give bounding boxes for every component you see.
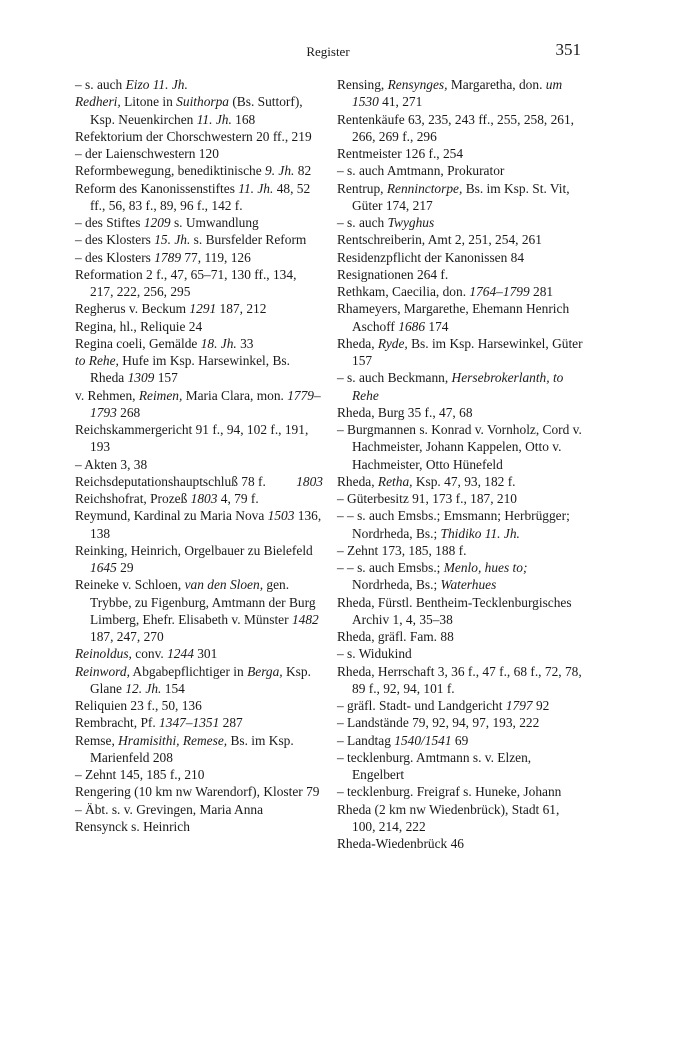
index-entry-text: 287 [219, 715, 243, 731]
index-entry-text: Rentenkäufe 63, 235, 243 ff., 255, 258, 261, 266, 269 f., 296 [337, 111, 575, 144]
index-entry-text: to Rehe, [75, 353, 119, 368]
index-entry [337, 628, 583, 645]
index-entry [337, 749, 583, 784]
index-entry-text: v. Rehmen, [75, 387, 139, 403]
index-entry-text: 9. Jh. [265, 163, 295, 179]
index-entry-text: – Zehnt 173, 185, 188 f. [337, 542, 467, 558]
index-entry-text: Rentrup, [337, 180, 387, 196]
index-entry-text: Reichsdeputationshauptschluß [75, 473, 242, 489]
index-entry-text: conv. [131, 646, 168, 662]
index-entry-text: Reineke v. Schloen, [75, 577, 185, 593]
index-entry-text: – des Stiftes [75, 215, 144, 230]
index-entry [75, 576, 323, 645]
index-entry-text: 1503 [267, 508, 295, 524]
index-entry-text: 187, 212 [216, 301, 267, 317]
index-entry [337, 594, 583, 629]
index-entry-text: 77, 119, 126 [181, 249, 251, 265]
index-entry-text: Regina coeli, Gemälde [75, 335, 201, 351]
index-entry-text: 281 [529, 284, 554, 299]
index-column-right [337, 76, 583, 852]
index-entry [75, 352, 323, 387]
index-entry-text: s. Umwandlung [170, 215, 259, 230]
index-entry-text: – Burgmannen s. Konrad v. Vornholz, Cord v. Hachmeister, Johann Kappelen, Otto v. Hachmeister, Otto Hünefeld [337, 422, 582, 472]
index-entry-text: 174 [425, 318, 449, 334]
index-entry [75, 714, 323, 731]
index-entry-text: 18. Jh. [200, 335, 237, 351]
index-entry [75, 387, 323, 422]
index-entry [337, 490, 583, 507]
index-entry-text: Rheda, Herrschaft 3, 36 f., 47 f., 68 f., 72, 78, 89 f., 92, 94, 101 f. [337, 663, 582, 696]
index-entry-text: Hersebrokerlanth, to Rehe [352, 370, 564, 403]
index-entry-text: Rethkam, Caecilia, don. [337, 284, 470, 299]
index-entry-text: 1686 [398, 318, 426, 334]
index-entry-text: 82 [294, 163, 312, 179]
index-entry-text: Waterhues [440, 577, 497, 593]
index-entry-text: – gräfl. Stadt- und Landgericht [337, 698, 506, 713]
index-entry-text: 1803 [296, 473, 323, 489]
index-entry-text: 1797 [505, 698, 533, 713]
index-entry-text: – tecklenburg. Amtmann s. v. Elzen, Engelbert [337, 749, 532, 782]
index-entry-text: 69 [451, 732, 469, 748]
index-entry-text: 157 [154, 370, 178, 386]
index-entry-text: Rheda (2 km nw Wiedenbrück), Stadt 61, 100, 214, 222 [337, 801, 560, 834]
index-entry-text: – Landstände 79, 92, 94, 97, 193, 222 [337, 715, 540, 731]
index-entry-text: Nordrheda, Bs.; [352, 577, 441, 593]
index-entry [337, 249, 583, 266]
index-entry-text: Reliquien 23 f., 50, 136 [75, 698, 202, 713]
index-entry [75, 783, 323, 800]
index-entry-text: Rentschreiberin, Amt 2, 251, 254, 261 [337, 232, 542, 248]
index-entry-text: 33 [236, 335, 254, 351]
index-entry-text: 268 [116, 404, 141, 420]
index-entry-text: Reformbewegung, benediktinische [75, 163, 266, 179]
index-entry-text: (Bs. Suttorf), Ksp. Neuenkirchen [90, 94, 303, 127]
index-entry [337, 421, 583, 473]
index-entry-text: Rheda-Wiedenbrück 46 [337, 836, 464, 851]
index-entry-text: Bs. im Ksp. Harsewinkel, Güter 157 [352, 335, 583, 368]
index-entry-text: – – s. auch Emsbs.; Emsmann; Herbrügger; Nordrheda, Bs.; [337, 508, 570, 541]
index-entry-text: – s. Widukind [337, 646, 412, 662]
index-entry [337, 266, 583, 283]
index-entry-text: Rheda, Burg 35 f., 47, 68 [337, 404, 473, 420]
index-entry-text: Retha, [377, 473, 413, 489]
index-entry-text: – des Klosters [75, 249, 155, 265]
index-entry [337, 714, 583, 731]
index-entry [337, 542, 583, 559]
index-entry-text: Regherus v. Beckum [75, 301, 190, 317]
index-entry [75, 318, 323, 335]
index-entry [337, 559, 583, 594]
index-entry [75, 766, 323, 783]
index-entry-text: Reform des Kanonissenstiftes [75, 180, 239, 196]
index-entry-text: 11. Jh. [238, 180, 274, 196]
index-entry-text: Rengering (10 km nw Warendorf), Kloster 79 [75, 784, 320, 800]
index-entry-text: 168 [231, 111, 256, 127]
index-entry [75, 490, 323, 507]
index-entry-text: – Zehnt 145, 185 f., 210 [75, 767, 205, 782]
index-entry [337, 663, 583, 698]
index-entry-text: – Güterbesitz 91, 173 f., 187, 210 [337, 491, 518, 506]
index-entry [75, 266, 323, 301]
index-entry-text: Ksp. 47, 93, 182 f. [412, 473, 516, 489]
index-entry [75, 732, 323, 767]
index-entry-text: 1803 [190, 491, 218, 506]
index-entry-text: 12. Jh. [125, 680, 162, 696]
index-entry-text: Ryde, [377, 335, 408, 351]
index-entry-text: – des Klosters [75, 232, 155, 248]
page-header [75, 40, 581, 62]
index-entry-text: Remse, [75, 732, 119, 748]
index-entry [337, 231, 583, 248]
index-entry-text: van den Sloen, [184, 577, 264, 593]
index-entry-text: Twyghus [387, 215, 435, 230]
index-entry [75, 214, 323, 231]
index-entry-text: Maria Clara, mon. [182, 387, 288, 403]
index-entry-text: Reinking, Heinrich, Orgelbauer zu Bielefeld [75, 542, 313, 558]
index-entry-text: Reinword, [75, 663, 130, 679]
index-entry-text: – Äbt. s. v. Grevingen, Maria Anna [75, 801, 264, 817]
index-entry [75, 145, 323, 162]
index-entry [75, 93, 323, 128]
index-entry-text: gen. Trybbe, zu Figenburg, Amtmann der Burg Limberg, Ehefr. Elisabeth v. Münster [90, 577, 316, 627]
index-entry [75, 162, 323, 179]
index-entry-text: Resignationen 264 f. [337, 266, 449, 282]
index-entry [337, 645, 583, 662]
index-entry-text: Bs. im Ksp. Marienfeld 208 [90, 732, 294, 765]
index-entry-text: Margaretha, don. [447, 77, 546, 92]
index-entry [75, 663, 323, 698]
index-entry [75, 697, 323, 714]
index-entry-text: Reichshofrat, Prozeß [75, 491, 191, 506]
index-entry [337, 214, 583, 231]
index-entry-text: – – s. auch Emsbs.; [337, 560, 444, 575]
index-entry [75, 645, 323, 662]
index-entry-text: s. Bursfelder Reform [190, 232, 307, 248]
index-entry [75, 76, 323, 93]
index-entry [337, 76, 583, 111]
index-entry-text: – Akten 3, 38 [75, 456, 148, 472]
index-entry-text: – s. auch [75, 77, 126, 92]
index-entry-text: 1779–1793 [90, 387, 321, 420]
index-entry-text: Rensing, [337, 77, 388, 92]
index-entry-text: 136, 138 [90, 508, 322, 541]
index-entry-text: Residenzpflicht der Kanonissen 84 [337, 249, 525, 265]
index-entry-text: Regina, hl., Reliquie 24 [75, 318, 203, 334]
index-entry-text: 1789 [154, 249, 182, 265]
index-entry [75, 421, 323, 456]
index-entry [337, 801, 583, 836]
index-entry-text: Rheda, gräfl. Fam. 88 [337, 629, 454, 644]
index-entry [337, 180, 583, 215]
index-entry-text: Reimen, [138, 387, 183, 403]
index-entry-text: 4, 79 f. [217, 491, 259, 506]
index-entry-text: 1347–1351 [159, 715, 220, 731]
index-entry [337, 145, 583, 162]
index-entry-text: 1309 [127, 370, 155, 386]
index-entry-text: 1244 [167, 646, 194, 662]
index-entry-text: 41, 271 [378, 94, 423, 110]
index-entry-text: Reformation 2 f., 47, 65–71, 130 ff., 134, 217, 222, 256, 295 [75, 266, 297, 299]
index-entry-text: Litone in [120, 94, 177, 110]
index-entry-text: 1482 [291, 611, 319, 627]
index-entry-text: – tecklenburg. Freigraf s. Huneke, Johann [337, 784, 562, 800]
index-entry [337, 835, 583, 852]
index-entry-text: – s. auch [337, 215, 388, 230]
index-entry-text: 11. Jh. [196, 111, 232, 127]
index-entry-text: Reinoldus, [75, 646, 132, 662]
index-entry-text: Suithorpa [176, 94, 229, 110]
index-entry-text: Refektorium der Chorschwestern 20 ff., 219 [75, 128, 312, 144]
index-entry-text: Rembracht, Pf. [75, 715, 160, 731]
index-entry-text: Reichskammergericht 91 f., 94, 102 f., 191, 193 [75, 422, 309, 455]
index-entry-text: 187, 247, 270 [90, 629, 164, 644]
index-entry [337, 300, 583, 335]
index-entry [337, 335, 583, 370]
index-entry-text: 1645 [90, 560, 117, 575]
index-entry-text: 92 [532, 698, 550, 713]
index-entry-text: Rheda, [337, 473, 378, 489]
index-entry [337, 697, 583, 714]
index-entry [337, 783, 583, 800]
index-entry-text: Renninctorpe, [386, 180, 463, 196]
index-entry-text: 48, 52 ff., 56, 83 f., 89, 96 f., 142 f. [90, 180, 311, 213]
index-entry-text: Rheda, Fürstl. Bentheim-Tecklenburgisches Archiv 1, 4, 35–38 [337, 594, 572, 627]
page-number: 351 [555, 40, 581, 59]
index-entry-text: Hramisithi, Remese, [118, 732, 228, 748]
index-entry-text: 301 [193, 646, 218, 662]
index-entry [75, 128, 323, 145]
index-entry [75, 507, 323, 542]
index-entry-text: 29 [116, 560, 134, 575]
index-entry-text: um 1530 [352, 77, 563, 110]
index-entry-text: Rhameyers, Margarethe, Ehemann Henrich Aschoff [337, 301, 570, 334]
index-entry [337, 404, 583, 421]
index-entry-text: 15. Jh. [154, 232, 191, 248]
index-entry [75, 180, 323, 215]
index-entry-text: Eizo 11. Jh. [125, 77, 188, 92]
index-entry [337, 473, 583, 490]
index-entry-text: Berga, [247, 663, 283, 679]
index-entry-text: Rensynck s. Heinrich [75, 818, 190, 834]
index-entry-text: Ksp. Glane [90, 663, 311, 696]
index-entry-text: Rensynges, [387, 77, 448, 92]
index-entry [75, 300, 323, 317]
index-entry [75, 542, 323, 577]
index-entry [75, 249, 323, 266]
index-entry-text: Rentmeister 126 f., 254 [337, 146, 464, 161]
index-entry [337, 111, 583, 146]
index-entry [337, 162, 583, 179]
running-title: Register [306, 44, 350, 59]
index-entry-text: Hufe im Ksp. Harsewinkel, Bs. Rheda [90, 353, 290, 386]
index-entry-text: 1209 [143, 215, 171, 230]
index-entry-text: 1291 [189, 301, 217, 317]
index-entry-text: Reymund, Kardinal zu Maria Nova [75, 508, 268, 524]
index-entry-text: 78 f. [241, 473, 266, 489]
index-entry [337, 507, 583, 542]
index-entry [75, 231, 323, 248]
index-entry-text: Redheri, [75, 94, 121, 110]
index-entry-text: Bs. im Ksp. St. Vit, Güter 174, 217 [352, 180, 570, 213]
index-column-left [75, 76, 323, 835]
index-entry [75, 335, 323, 352]
index-entry [75, 801, 323, 818]
index-entry-text: – der Laienschwestern 120 [75, 146, 219, 161]
index-entry-text: 154 [161, 680, 185, 696]
index-entry-text: Rheda, [337, 335, 378, 351]
index-entry [337, 732, 583, 749]
index-entry-text: – Landtag [337, 732, 395, 748]
index-entry [75, 473, 323, 490]
index-entry [337, 283, 583, 300]
index-entry-text: – s. auch Amtmann, Prokurator [337, 163, 505, 179]
index-entry [75, 456, 323, 473]
index-entry-text: Abgabepflichtiger in [129, 663, 248, 679]
index-entry-text: 1540/1541 [394, 732, 452, 748]
index-entry-text: Thidiko 11. Jh. [440, 525, 520, 541]
index-entry [337, 369, 583, 404]
index-entry [75, 818, 323, 835]
index-entry-text: Menlo, hues to; [443, 560, 528, 575]
index-entry-text: – s. auch Beckmann, [337, 370, 452, 386]
index-entry-text: 1764–1799 [469, 284, 530, 299]
